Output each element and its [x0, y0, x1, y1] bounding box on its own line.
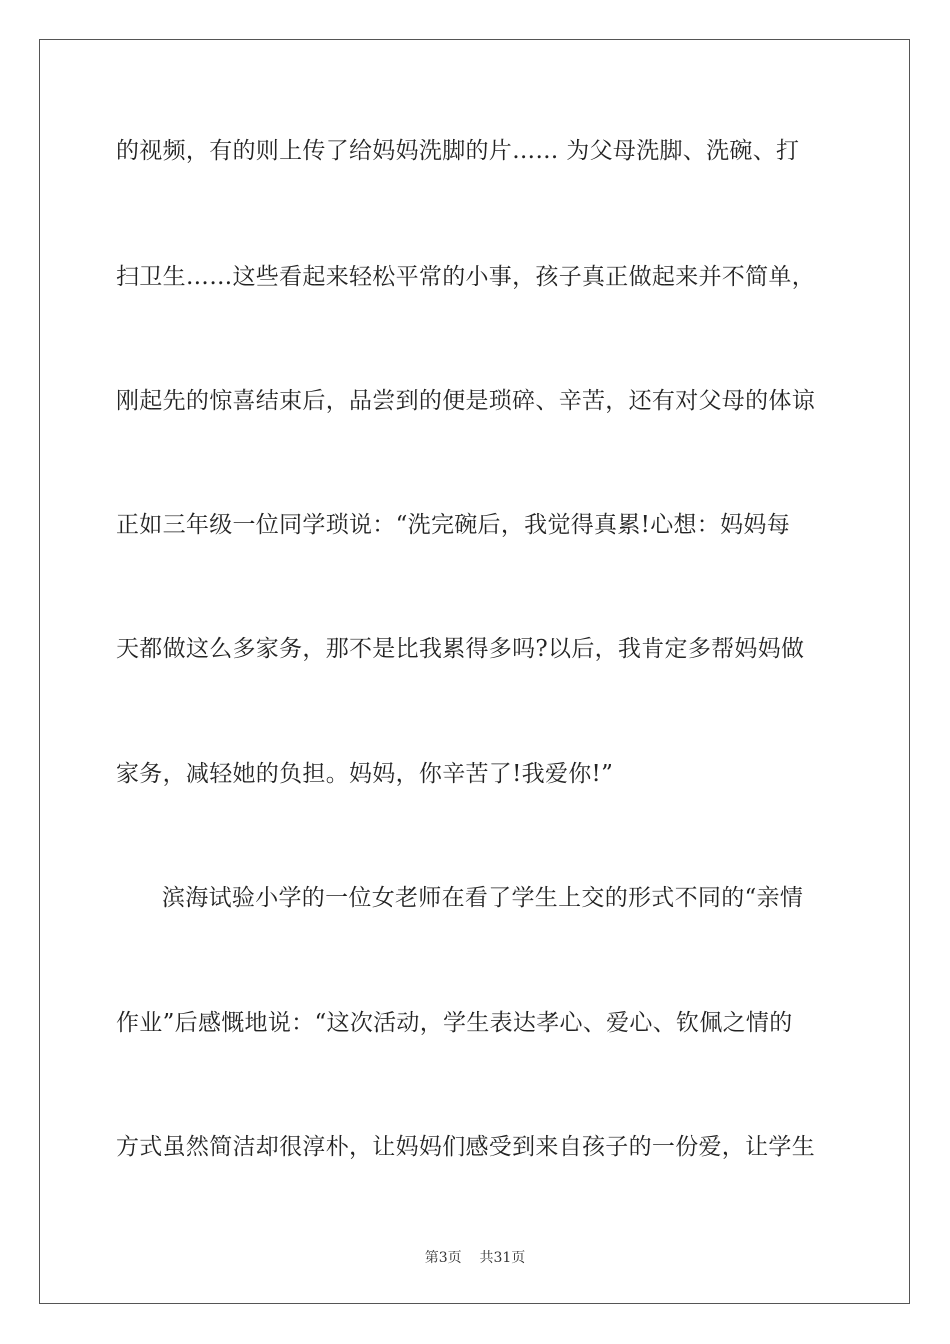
- page-footer: [0, 1247, 950, 1267]
- text-line-9: 方式虽然简洁却很淳朴，让妈妈们感受到来自孩子的一份爱，让学生: [116, 1134, 815, 1160]
- text-line-2: 扫卫生……这些看起来轻松平常的小事，孩子真正做起来并不简单，: [116, 264, 815, 290]
- text-line-3: 刚起先的惊喜结束后，品尝到的便是琐碎、辛苦，还有对父母的体谅: [116, 388, 815, 414]
- paragraph-first-line: 滨海试验小学的一位女老师在看了学生上交的形式不同的“亲情: [162, 885, 804, 911]
- text-line-1: 的视频，有的则上传了给妈妈洗脚的片…… 为父母洗脚、洗碗、打: [116, 138, 800, 164]
- text-line-8: 作业”后感慨地说：“这次活动，学生表达孝心、爱心、钦佩之情的: [116, 1010, 793, 1036]
- text-line-6: 家务，减轻她的负担。妈妈，你辛苦了!我爱你!”: [116, 761, 614, 787]
- text-line-5: 天都做这么多家务，那不是比我累得多吗?以后，我肯定多帮妈妈做: [116, 636, 805, 662]
- page-border: [39, 39, 910, 1304]
- text-line-4: 正如三年级一位同学琐说：“洗完碗后，我觉得真累!心想：妈妈每: [116, 512, 791, 538]
- total-pages: 共31页: [479, 1250, 526, 1266]
- page-number: 第3页: [424, 1250, 462, 1266]
